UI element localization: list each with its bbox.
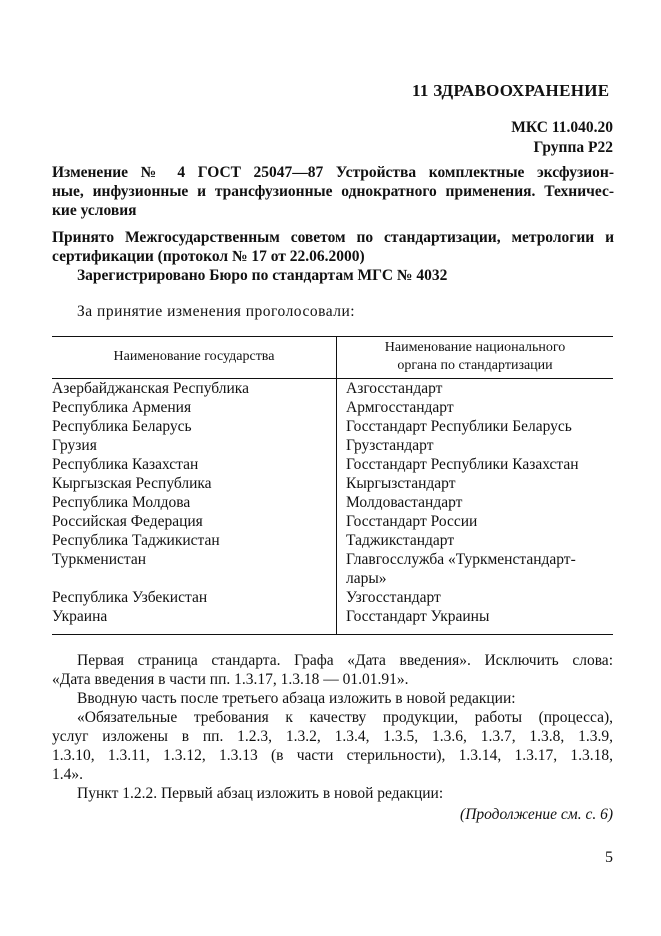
group-code: Группа Р22 — [533, 139, 613, 156]
table-column-divider — [336, 336, 337, 634]
table-cell-state: Республика Молдова — [52, 494, 191, 511]
table-cell-state: Республика Казахстан — [52, 456, 199, 473]
table-cell-body: Узгосстандарт — [346, 589, 441, 606]
paragraph-line: 1.4». — [52, 766, 83, 783]
table-header-rule — [52, 378, 613, 379]
table-cell-state: Украина — [52, 608, 108, 625]
paragraph-requirements — [52, 708, 613, 784]
table-header-body-line: Наименование национального — [384, 340, 566, 355]
table-header-state: Наименование государства — [113, 349, 275, 364]
accepted-line: сертификации (протокол № 17 от 22.06.2000) — [52, 248, 365, 265]
table-header-body — [337, 339, 613, 375]
registration-statement: Зарегистрировано Бюро по стандартам МГС № 4032 — [77, 267, 448, 284]
table-cell-body: Главгосслужба «Туркменстандарт- — [346, 551, 576, 568]
table-cell-state: Республика Таджикистан — [52, 532, 220, 549]
paragraph-line: «Обязательные требования к качеству продукции, работы (процесса), — [77, 709, 613, 726]
table-cell-state: Республика Армения — [52, 399, 192, 416]
table-cell-body: Госстандарт Республики Беларусь — [346, 418, 572, 435]
paragraph-line: 1.3.10, 1.3.11, 1.3.12, 1.3.13 (в части стерильности), 1.3.14, 1.3.17, 1.3.18, — [52, 747, 613, 764]
table-cell-state: Республика Узбекистан — [52, 589, 208, 606]
voted-intro: За принятие изменения проголосовали: — [77, 303, 356, 320]
table-cell-body: Азгосстандарт — [346, 380, 443, 397]
table-cell-body: лары» — [346, 570, 387, 587]
paragraph-intro: Вводную часть после третьего абзаца изложить в новой редакции: — [77, 690, 516, 707]
table-bottom-rule — [52, 634, 613, 635]
table-top-rule — [52, 336, 613, 337]
continued-note: (Продолжение см. с. 6) — [460, 806, 613, 823]
section-heading: 11 ЗДРАВООХРАНЕНИЕ — [412, 81, 610, 100]
table-cell-body: Армгосстандарт — [346, 399, 454, 416]
table-cell-state: Республика Беларусь — [52, 418, 192, 435]
paragraph-line: услуг изложены в пп. 1.2.3, 1.3.2, 1.3.4, 1.3.5, 1.3.6, 1.3.7, 1.3.8, 1.3.9, — [52, 728, 613, 745]
paragraph-line: Первая страница стандарта. Графа «Дата введения». Исключить слова: — [77, 652, 613, 669]
amendment-title-line: Изменение № 4 ГОСТ 25047—87 Устройства комплектные эксфузион- — [52, 164, 614, 181]
table-cell-body: Кыргызстандарт — [346, 475, 456, 492]
table-cell-body: Молдовастандарт — [346, 494, 463, 511]
table-cell-body: Госстандарт Республики Казахстан — [346, 456, 579, 473]
table-cell-state: Кыргызская Республика — [52, 475, 212, 492]
mks-code: МКС 11.040.20 — [511, 119, 613, 136]
page-number: 5 — [605, 849, 613, 866]
amendment-title — [52, 163, 614, 220]
table-cell-body: Таджикстандарт — [346, 532, 455, 549]
amendment-title-line: кие условия — [52, 202, 137, 219]
paragraph-clause: Пункт 1.2.2. Первый абзац изложить в новой редакции: — [77, 785, 444, 802]
table-cell-state: Азербайджанская Республика — [52, 380, 249, 397]
table-cell-body: Госстандарт России — [346, 513, 478, 530]
accepted-statement — [52, 228, 614, 266]
table-cell-state: Грузия — [52, 437, 97, 454]
table-cell-state: Российская Федерация — [52, 513, 203, 530]
table-cell-body: Госстандарт Украины — [346, 608, 490, 625]
amendment-title-line: ные, инфузионные и трансфузионные однократного применения. Техничес- — [52, 183, 614, 200]
table-cell-body: Грузстандарт — [346, 437, 434, 454]
accepted-line: Принято Межгосударственным советом по стандартизации, метрологии и — [52, 229, 614, 246]
paragraph-line: «Дата введения в части пп. 1.3.17, 1.3.18 — 01.01.91». — [52, 671, 409, 688]
paragraph-first-page — [52, 651, 613, 689]
table-cell-state: Туркменистан — [52, 551, 147, 568]
table-header-body-line: органа по стандартизации — [397, 358, 553, 373]
